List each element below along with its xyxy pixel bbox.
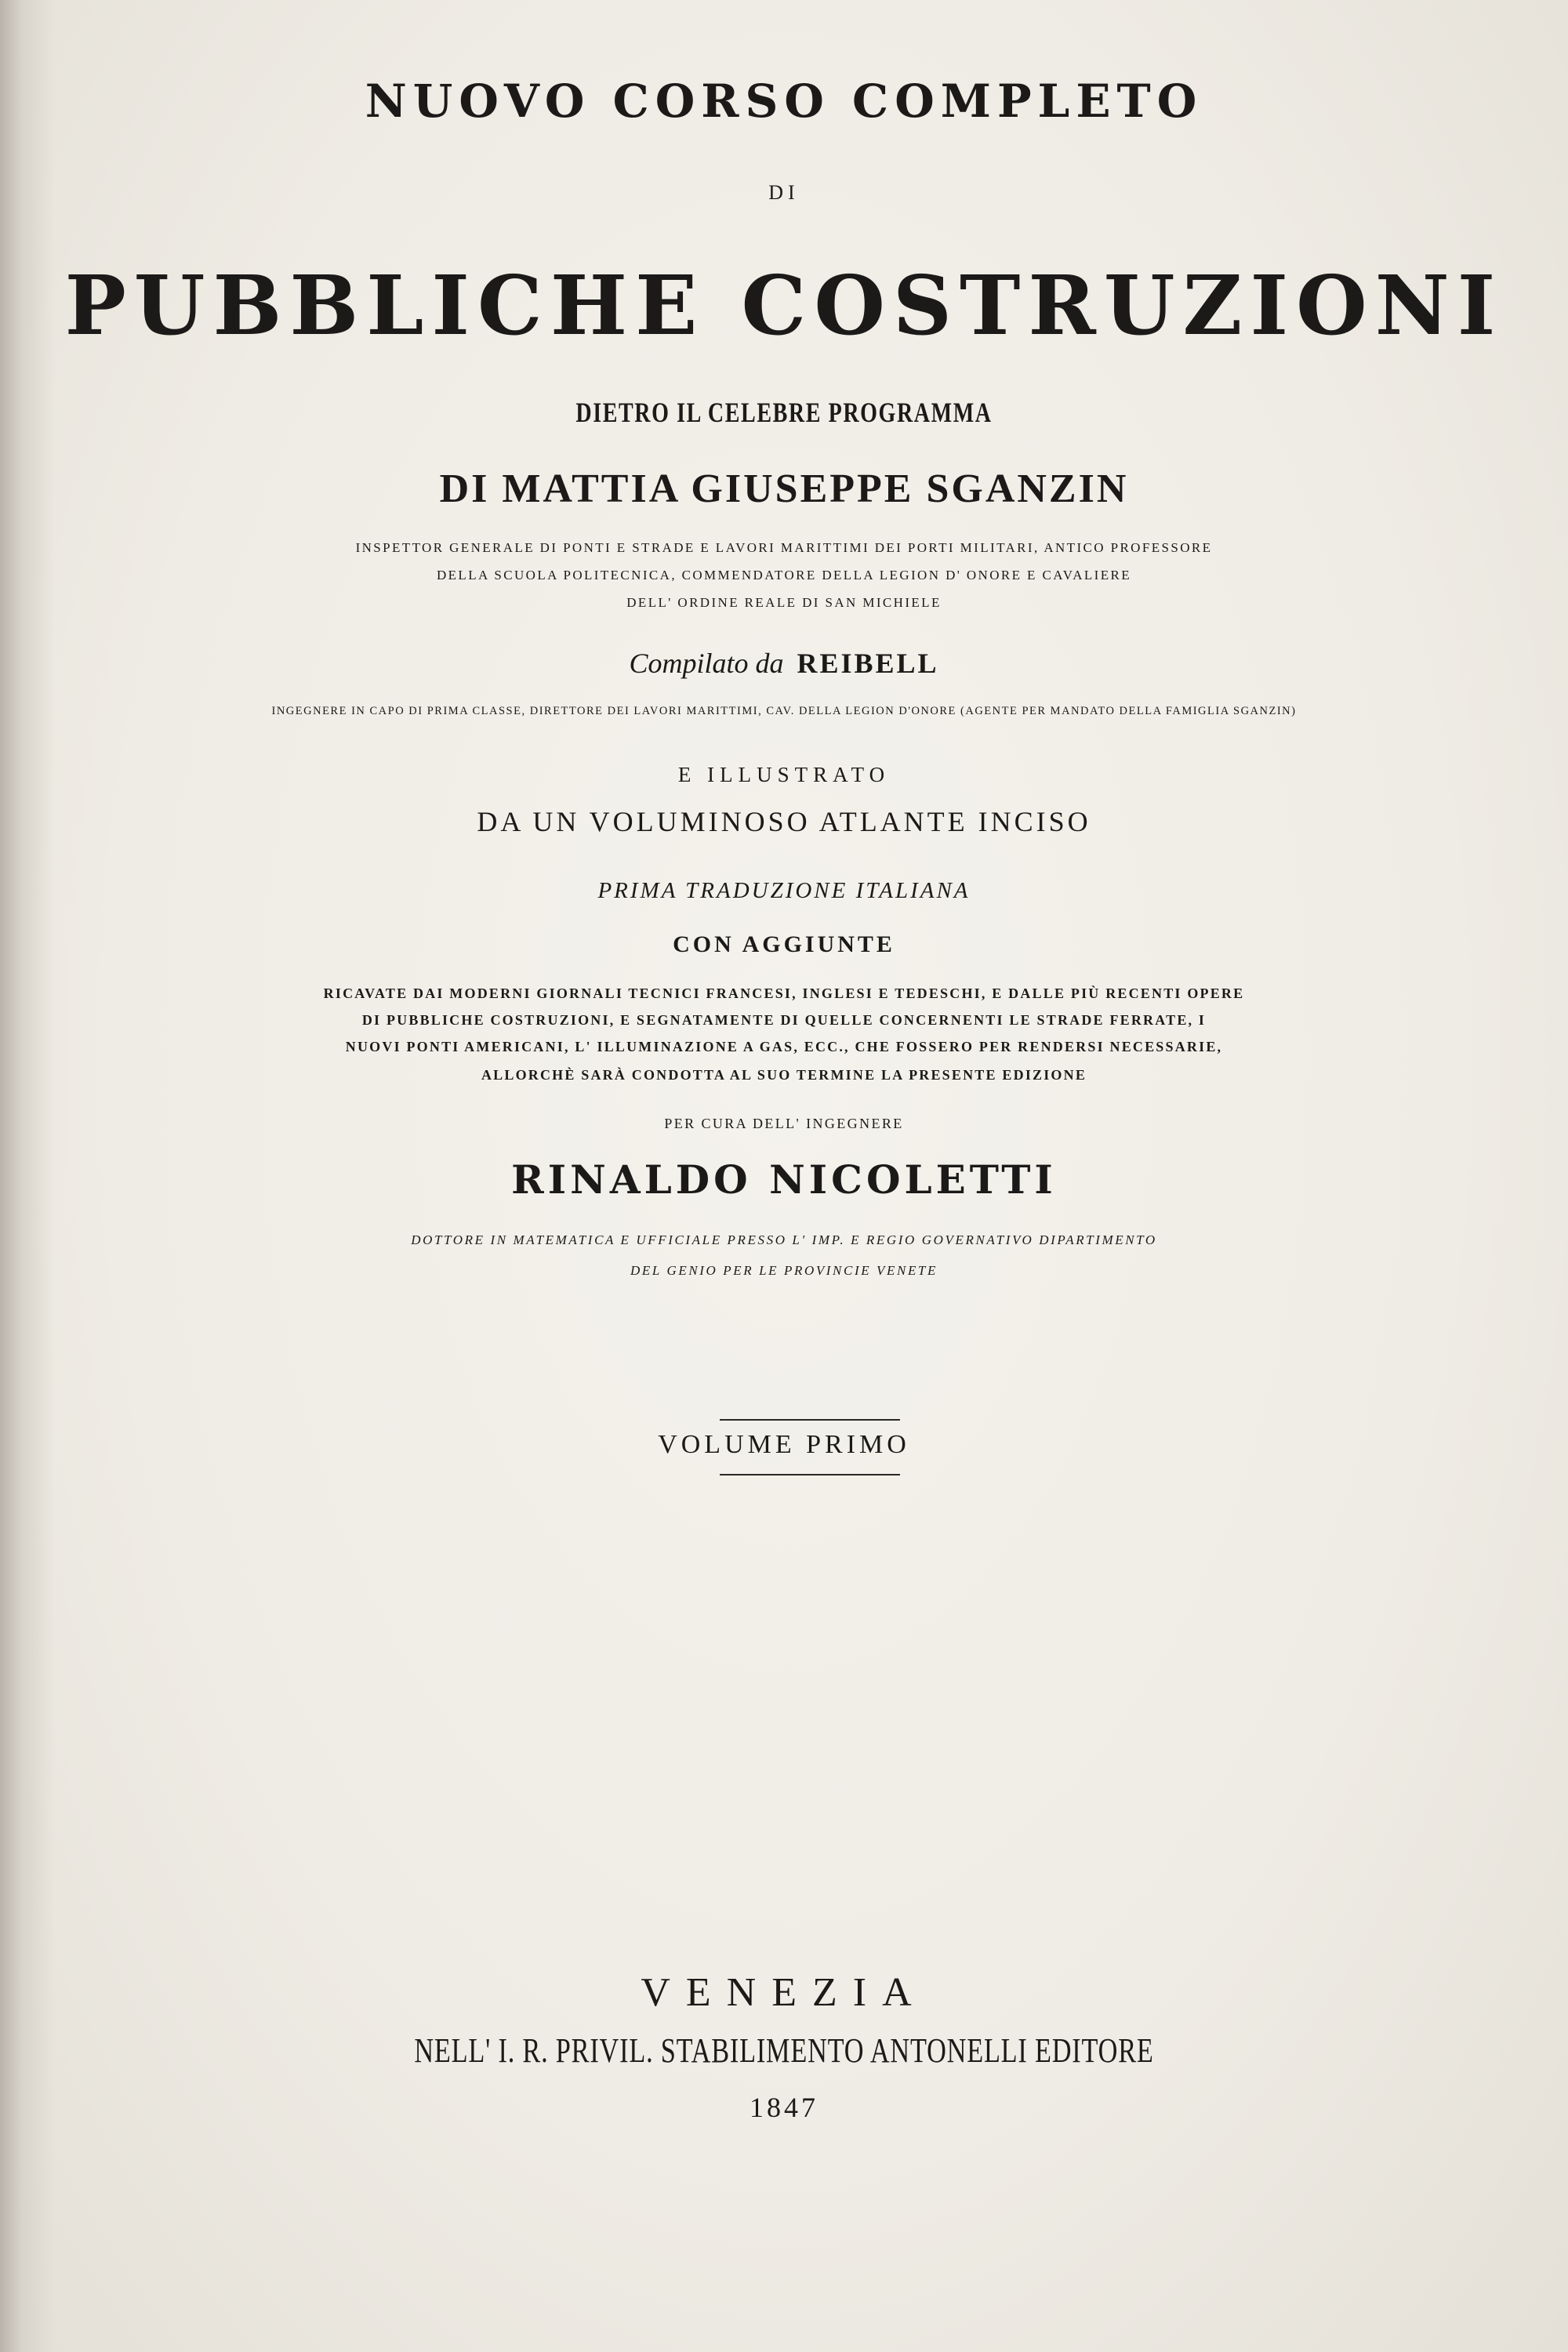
compiled-by-name: REIBELL [797, 648, 939, 679]
main-title: PUBBLICHE COSTRUZIONI [64, 257, 1504, 354]
additions-detail-3: NUOVI PONTI AMERICANI, L' ILLUMINAZIONE A GAS, ECC., CHE FOSSERO PER RENDERSI NECESSARIE, [345, 1039, 1223, 1054]
heading-top: NUOVO CORSO COMPLETO [365, 74, 1203, 128]
volume-rule-top [720, 1419, 900, 1421]
compiled-by [0, 649, 1568, 677]
editor-prefix: PER CURA DELL' INGEGNERE [664, 1116, 904, 1131]
author-credentials-1: INSPETTOR GENERALE DI PONTI E STRADE E LAVORI MARITTIMI DEI PORTI MILITARI, ANTICO PROFESSORE [355, 540, 1213, 555]
editor-credentials-1: DOTTORE IN MATEMATICA E UFFICIALE PRESSO L' IMP. E REGIO GOVERNATIVO DIPARTIMENTO [411, 1232, 1157, 1247]
publication-year: 1847 [750, 2092, 818, 2123]
editor-name: RINALDO NICOLETTI [511, 1156, 1057, 1203]
editor-credentials-2: DEL GENIO PER LE PROVINCIE VENETE [630, 1263, 938, 1278]
translation-line: PRIMA TRADUZIONE ITALIANA [597, 878, 971, 903]
additions-detail-1: RICAVATE DAI MODERNI GIORNALI TECNICI FRANCESI, INGLESI E TEDESCHI, E DALLE PIÙ RECENTI OPERE [323, 985, 1245, 1001]
heading-di: DI [768, 181, 800, 204]
atlas-line: DA UN VOLUMINOSO ATLANTE INCISO [477, 806, 1091, 837]
additions-detail-4: ALLORCHÈ SARÀ CONDOTTA AL SUO TERMINE LA PRESENTE EDIZIONE [481, 1067, 1087, 1083]
compiled-by-prefix: Compilato da [629, 648, 784, 679]
additions-detail-2: DI PUBBLICHE COSTRUZIONI, E SEGNATAMENTE DI QUELLE CONCERNENTI LE STRADE FERRATE, I [361, 1012, 1207, 1028]
additions-heading: CON AGGIUNTE [673, 931, 895, 957]
author-name: DI MATTIA GIUSEPPE SGANZIN [439, 466, 1129, 511]
author-credentials-3: DELL' ORDINE REALE DI SAN MICHIELE [626, 595, 942, 610]
program-line: DIETRO IL CELEBRE PROGRAMMA [575, 397, 993, 428]
illustrated-line: E ILLUSTRATO [677, 763, 891, 786]
publisher: NELL' I. R. PRIVIL. STABILIMENTO ANTONELLI EDITORE [414, 2031, 1154, 2070]
city: VENEZIA [641, 1970, 927, 2015]
volume-label: VOLUME PRIMO [658, 1430, 910, 1459]
author-credentials-2: DELLA SCUOLA POLITECNICA, COMMENDATORE DELLA LEGION D' ONORE E CAVALIERE [436, 568, 1132, 583]
volume-rule-bottom [720, 1474, 900, 1475]
compiler-credentials: INGEGNERE IN CAPO DI PRIMA CLASSE, DIRETTORE DEI LAVORI MARITTIMI, CAV. DELLA LEGION D'ONORE (AGENTE PER MANDATO DELLA FAMIGLIA SGANZIN) [271, 705, 1297, 717]
